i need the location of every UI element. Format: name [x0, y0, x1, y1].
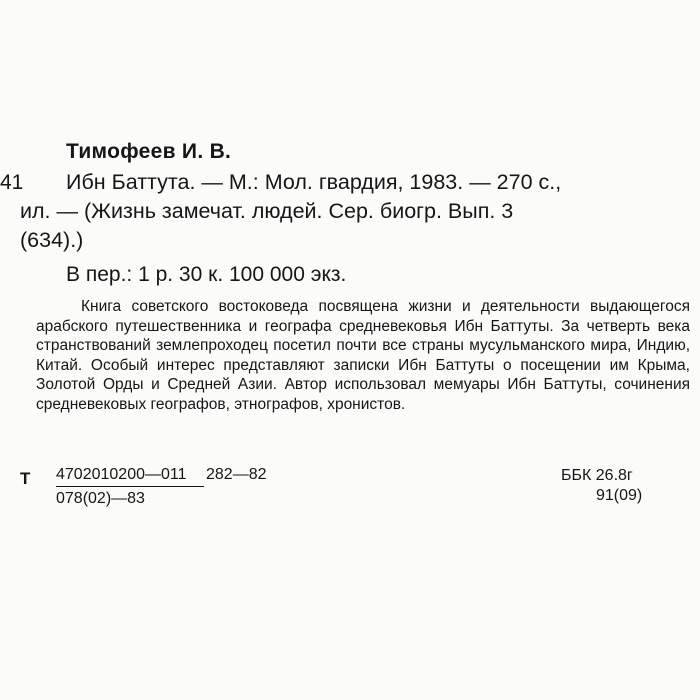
author-name: Тимофеев И. В.: [66, 140, 232, 163]
bbk-label: ББК 26.8г: [561, 467, 633, 484]
bib-line-1: Ибн Баттута. — М.: Мол. гвардия, 1983. — 270 с.,: [66, 170, 562, 194]
bbk-code: 91(09): [596, 487, 643, 504]
bbk-block: [561, 466, 642, 506]
annotation-text: Книга советского востоковеда посвящена жизни и деятельности выдающегося арабского путешественника и географа средневековья Ибн Баттуты. За четверть века странствований землепроходец посетил почти все страны мусульманского мира, Индию, Китай. Особый интерес представляют записки Ибн Баттуты о посещении им Крыма, Золотой Орды и Средней Азии. Автор использовал мемуары Ибн Баттуты, сочинения средневековых географов, этнографов, хронистов.: [36, 298, 690, 413]
code-denominator: 078(02)—83: [56, 490, 145, 507]
bib-line-3: (634).): [20, 228, 84, 252]
publisher-code-fraction: [56, 466, 204, 508]
code-numerator: 4702010200—011: [56, 466, 204, 487]
code-suffix: 282—82: [206, 466, 267, 483]
catalog-number: 41: [0, 171, 24, 194]
bibliographic-description: [20, 168, 691, 255]
index-letter: Т: [20, 469, 31, 488]
bib-line-2: ил. — (Жизнь замечат. людей. Сер. биогр. Вып. 3: [20, 199, 514, 223]
price-line: В пер.: 1 р. 30 к. 100 000 экз.: [66, 263, 347, 286]
